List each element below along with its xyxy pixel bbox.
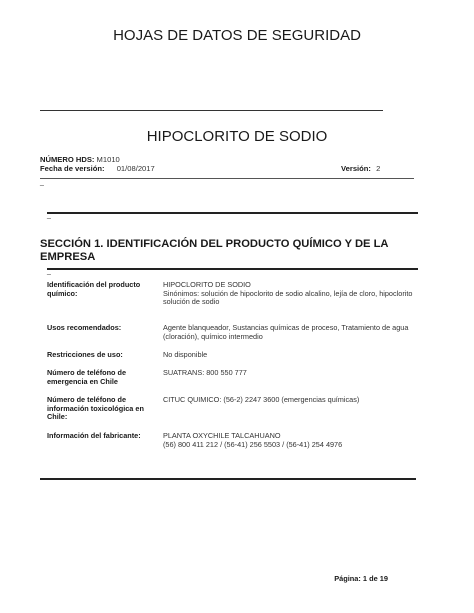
recommended-uses-value: Agente blanqueador, Sustancias químicas de proceso, Tratamiento de agua (cloración), químico intermedio	[163, 323, 409, 341]
manufacturer-phones-value: (56) 800 411 212 / (56-41) 256 5503 / (56-41) 254 4976	[163, 439, 343, 449]
product-identification-value	[163, 281, 433, 307]
version-date-value: 01/08/2017	[116, 164, 155, 173]
version-date	[40, 164, 155, 173]
meta-divider	[40, 178, 414, 179]
footer-divider	[40, 478, 416, 480]
manufacturer-name-value: PLANTA OXYCHILE TALCAHUANO	[163, 431, 281, 440]
header-divider	[40, 110, 383, 111]
dash-marker: _	[47, 212, 51, 219]
emergency-phone-value: SUATRANS: 800 550 777	[163, 368, 247, 377]
manufacturer-info-label: Información del fabricante:	[47, 431, 141, 440]
version-label: Versión:	[341, 164, 371, 173]
use-restrictions-value: No disponible	[163, 350, 208, 359]
hds-number-value: M1010	[96, 155, 120, 164]
version-date-label: Fecha de versión:	[40, 164, 105, 173]
product-name-value: HIPOCLORITO DE SODIO	[163, 280, 251, 289]
product-title: HIPOCLORITO DE SODIO	[146, 128, 328, 145]
section-bottom-rule	[47, 268, 418, 270]
dash-marker: _	[40, 179, 44, 186]
document-title: HOJAS DE DATOS DE SEGURIDAD	[113, 27, 361, 44]
use-restrictions-label: Restricciones de uso:	[47, 350, 123, 359]
version-value: 2	[376, 164, 381, 173]
toxicology-phone-value: CITUC QUIMICO: (56-2) 2247 3600 (emergencias químicas)	[163, 395, 360, 404]
version	[341, 164, 380, 173]
section-top-rule	[47, 212, 418, 214]
dash-marker: _	[47, 268, 51, 275]
synonyms-value: Sinónimos: solución de hipoclorito de sodio alcalino, lejía de cloro, hipoclorito solución de sodio	[163, 288, 413, 307]
product-identification-label: Identificación del producto químico:	[47, 280, 141, 298]
recommended-uses-label: Usos recomendados:	[47, 323, 122, 332]
page-number: Página: 1 de 19	[334, 574, 388, 583]
manufacturer-info-value	[163, 432, 433, 449]
hds-number	[40, 155, 120, 164]
section-1-title: SECCIÓN 1. IDENTIFICACIÓN DEL PRODUCTO QUÍMICO Y DE LA EMPRESA	[40, 238, 389, 263]
toxicology-phone-label: Número de teléfono de información toxicológica en Chile:	[47, 395, 144, 422]
hds-number-label: NÚMERO HDS:	[40, 155, 95, 164]
emergency-phone-label: Número de teléfono de emergencia en Chile	[47, 368, 127, 386]
